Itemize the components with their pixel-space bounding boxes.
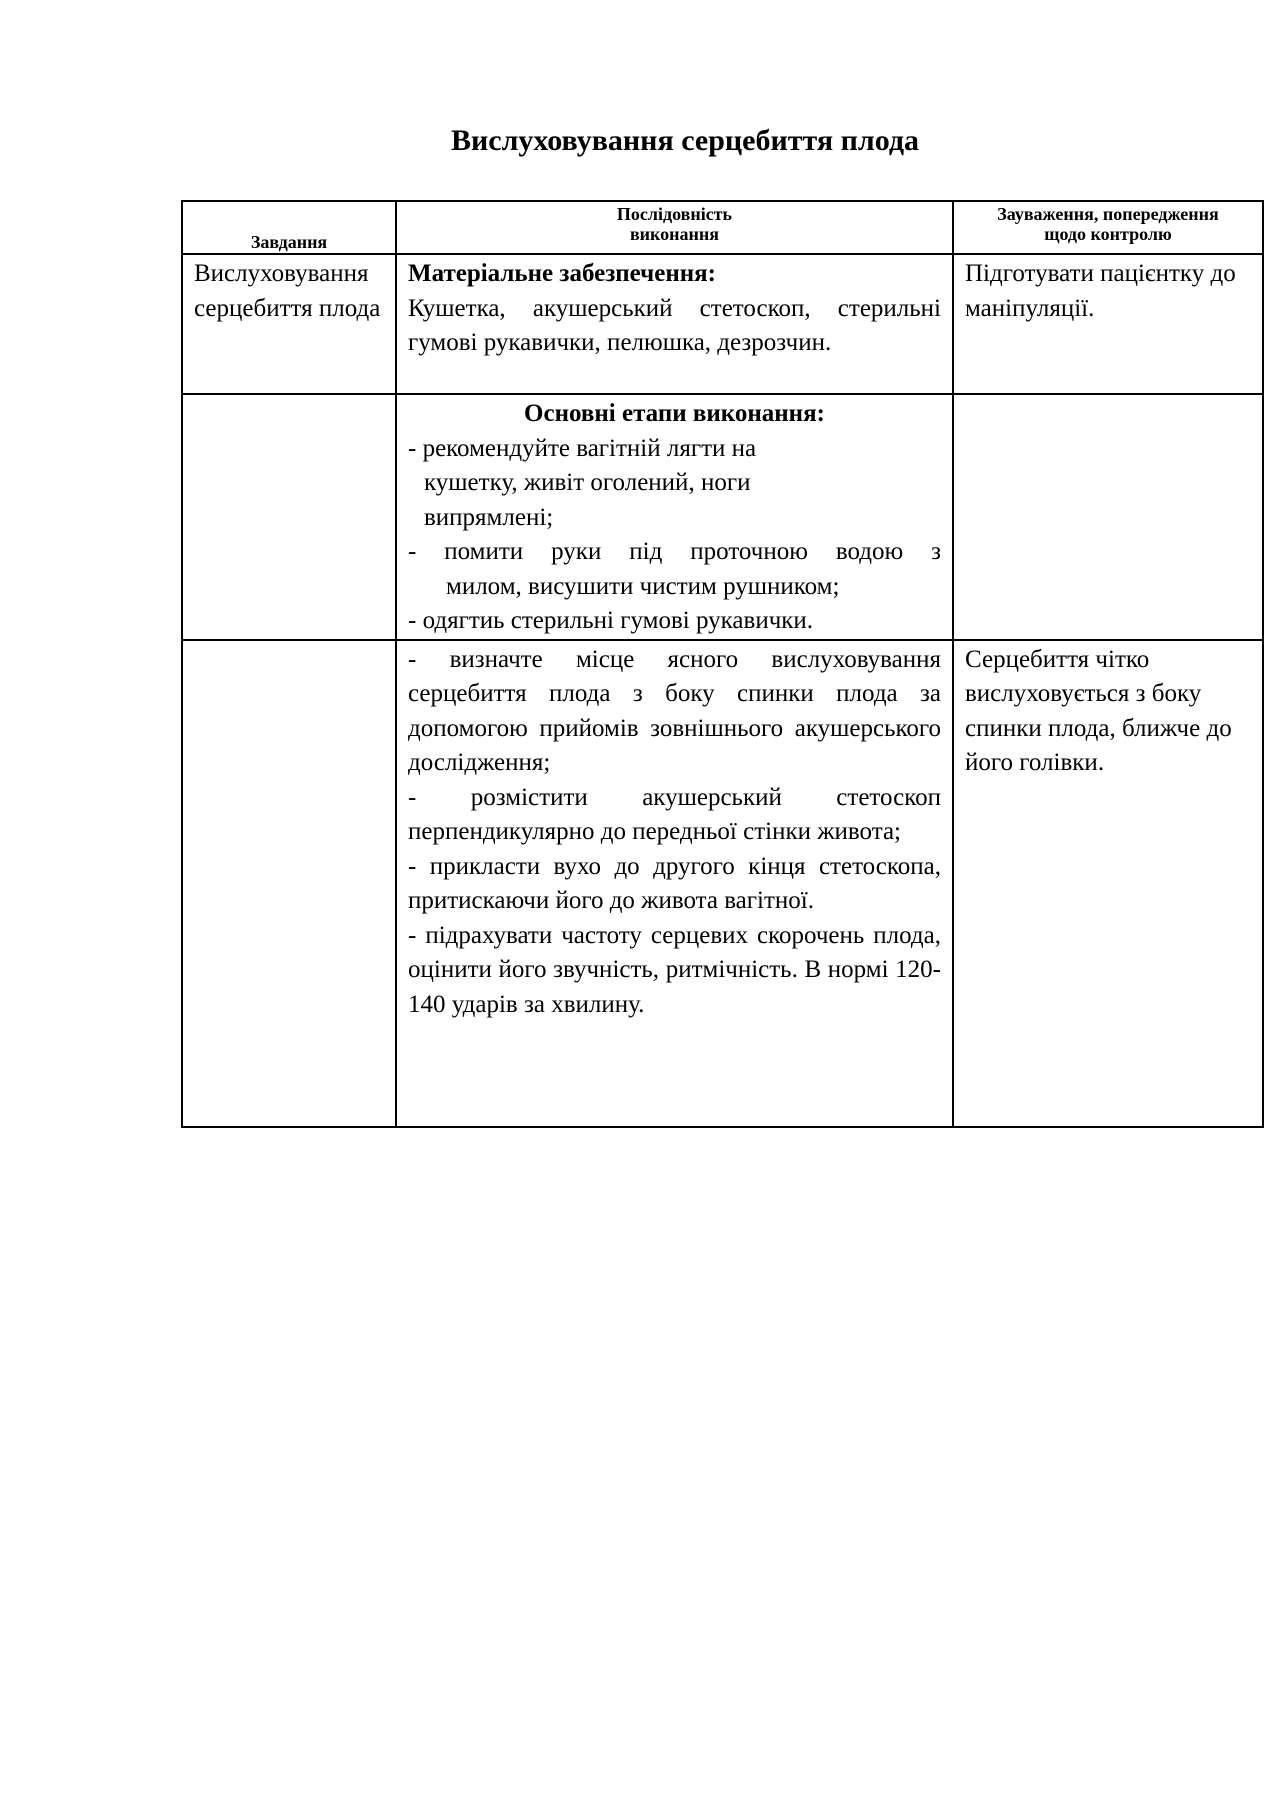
- remark-cell: Підготувати пацієнтку до маніпуляції.: [953, 254, 1263, 394]
- table-row: [182, 640, 1263, 1127]
- header-sequence-line2: виконання: [629, 224, 720, 244]
- table-row: [182, 394, 1263, 640]
- header-remarks: [953, 201, 1263, 254]
- materials-label: Матеріальне забезпечення:: [408, 260, 716, 287]
- header-remarks-line2: щодо контролю: [1044, 224, 1172, 244]
- remark-cell: [953, 394, 1263, 640]
- header-remarks-line1: Зауваження, попередження: [997, 204, 1219, 224]
- list-item: - розмістити акушерський стетоскоп перпендикулярно до передньої стінки живота;: [408, 783, 941, 845]
- procedure-table: [181, 200, 1264, 1128]
- header-sequence-line1: Послідовність: [616, 204, 733, 224]
- sequence-cell: [396, 254, 953, 394]
- task-cell: [182, 394, 396, 640]
- steps-label: Основні етапи виконання:: [524, 400, 825, 427]
- list-item: - підрахувати частоту серцевих скорочень плода, оцінити його звучність, ритмічність. В нормі 120-140 ударів за хвилину.: [408, 921, 941, 1018]
- list-item: [408, 535, 941, 604]
- sequence-cell: [396, 394, 953, 640]
- table-header-row: [182, 201, 1263, 254]
- header-task: Завдання: [182, 201, 396, 254]
- table-row: [182, 254, 1263, 394]
- list-item: - визначте місце ясного вислуховування серцебиття плода з боку спинки плода за допомогою прийомів зовнішнього акушерського дослідження;: [408, 645, 941, 776]
- header-sequence: [396, 201, 953, 254]
- step-line: - помити руки під проточною водою з: [408, 538, 941, 565]
- materials-text: Кушетка, акушерський стетоскоп, стерильні гумові рукавички, пелюшка, дезрозчин.: [408, 294, 941, 356]
- task-cell: [182, 640, 396, 1127]
- sequence-cell: [396, 640, 953, 1127]
- step-line-continued: милом, висушити чистим рушником;: [446, 572, 840, 600]
- task-cell: Вислуховування серцебиття плода: [182, 254, 396, 394]
- list-item: - прикласти вухо до другого кінця стетоскопа, притискаючи його до живота вагітної.: [408, 852, 941, 914]
- list-item: - рекомендуйте вагітній лягти на кушетку, живіт оголений, ноги випрямлені;: [408, 434, 757, 531]
- list-item: - одягтиь стерильні гумові рукавички.: [408, 607, 814, 634]
- remark-cell: Серцебиття чітко вислуховується з боку спинки плода, ближче до його голівки.: [953, 640, 1263, 1127]
- page-title: Вислуховування серцебиття плода: [450, 124, 920, 157]
